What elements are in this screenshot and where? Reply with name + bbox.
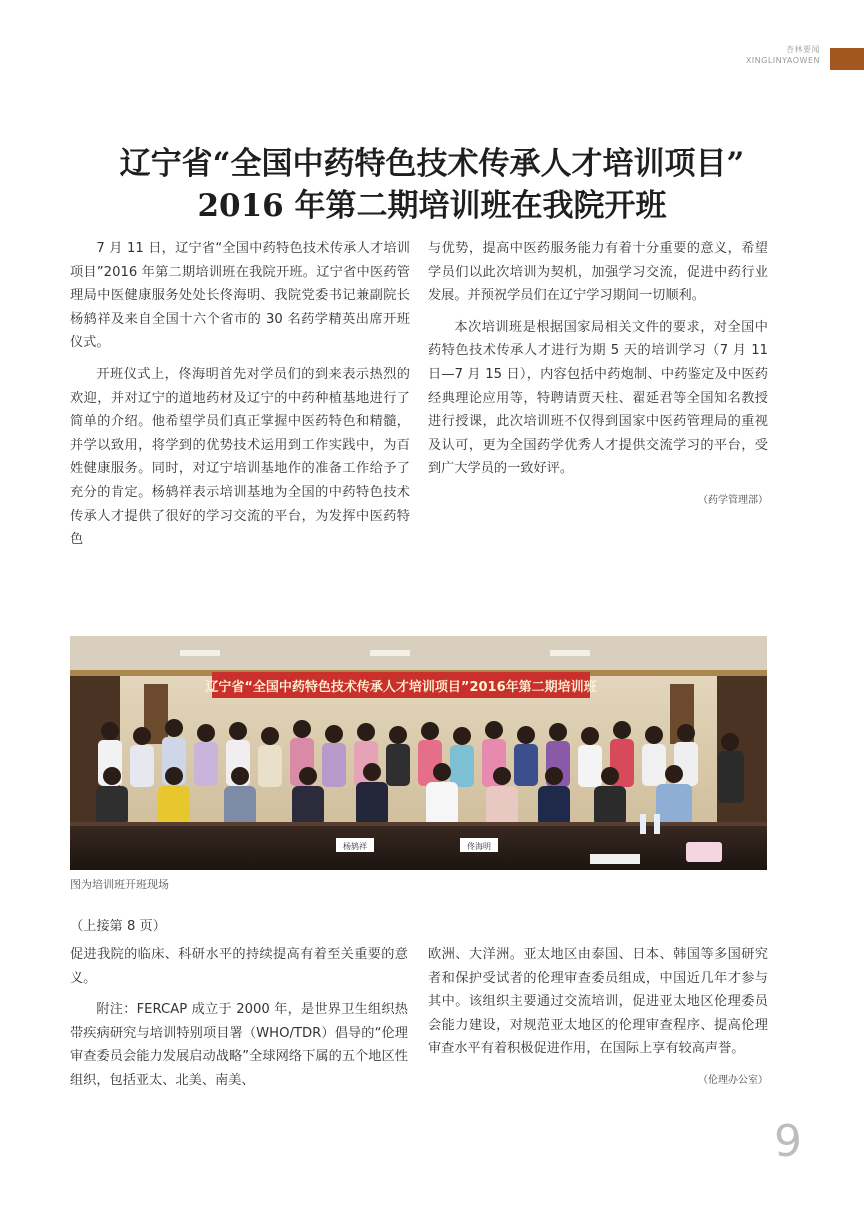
name-card-2: 佟海明	[467, 842, 491, 851]
article-paragraph: 7 月 11 日，辽宁省“全国中药特色技术传承人才培训项目”2016 年第二期培训班在我院开班。辽宁省中医药管理局中医健康服务处处长佟海明、我院党委书记兼副院长杨鸫祥及来自全国十六个省市的 30 名药学精英出席开班仪式。	[70, 241, 410, 351]
name-card-1: 杨鸫祥	[343, 842, 367, 851]
header-accent-bar	[830, 48, 864, 70]
magazine-name-en: XINGLINYAOWEN	[745, 56, 820, 65]
continued-paragraph: 附注：FERCAP 成立于 2000 年，是世界卫生组织热带疾病研究与培训特别项目署（WHO/TDR）倡导的“伦理审查委员会能力发展启动战略”全球网络下属的五个地区性组织，包括亚太、北美、南美、	[70, 1002, 408, 1088]
magazine-name-cn: 杏林要闻	[786, 45, 820, 54]
continued-column-right	[428, 943, 768, 1093]
article-title	[40, 143, 824, 227]
continued-paragraph: 欧洲、大洋洲。亚太地区由泰国、日本、韩国等多国研究者和保护受试者的伦理审查委员组成，中国近几年才参与其中。该组织主要通过交流培训，促进亚太地区伦理委员会能力建设，对规范亚太地区的伦理审查程序、提高伦理审查水平有着积极促进作用，在国际上享有较高声誉。	[428, 947, 768, 1057]
photo-caption: 图为培训班开班现场	[70, 878, 169, 891]
continued-column-left	[70, 943, 408, 1101]
continued-signature: （伦理办公室）	[698, 1074, 768, 1086]
magazine-header	[746, 44, 820, 66]
group-photo-illustration	[70, 636, 767, 870]
continued-paragraph: 促进我院的临床、科研水平的持续提高有着至关重要的意义。	[70, 947, 408, 986]
article-paragraph: 本次培训班是根据国家局相关文件的要求，对全国中药特色技术传承人才进行为期 5 天的培训学习（7 月 11 日—7 月 15 日），内容包括中药炮制、中药鉴定及中医药经典理论应用等，特聘请贾天柱、翟延君等全国知名教授进行授课，此次培训班不仅得到国家中医药管理局的重视及认可，更为全国药学优秀人才提供交流学习的平台，受到广大学员的一致好评。	[428, 319, 768, 477]
title-line-1: 辽宁省“全国中药特色技术传承人才培训项目”	[119, 146, 745, 182]
article-column-right	[428, 237, 768, 513]
article-paragraph: 开班仪式上，佟海明首先对学员们的到来表示热烈的欢迎，并对辽宁的道地药材及辽宁的中药种植基地进行了简单的介绍。他希望学员们真正掌握中医药特色和精髓，并学以致用，将学到的优势技术运用到工作实践中，为百姓健康服务。同时，对辽宁培训基地作的准备工作给予了充分的肯定。杨鸫祥表示培训基地为全国的中药特色技术传承人才提供了很好的学习交流的平台，为发挥中医药特色	[70, 366, 410, 548]
title-line-2: 2016 年第二期培训班在我院开班	[197, 188, 667, 224]
article-signature: （药学管理部）	[698, 494, 768, 506]
article-paragraph: 与优势，提高中医药服务能力有着十分重要的意义，希望学员们以此次培训为契机，加强学习交流，促进中药行业发展。并预祝学员们在辽宁学习期间一切顺利。	[428, 241, 768, 304]
page-number: 9	[774, 1116, 802, 1167]
continued-label: （上接第 8 页）	[70, 919, 166, 934]
article-column-left	[70, 237, 410, 560]
photo-banner-text: 辽宁省“全国中药特色技术传承人才培训项目”2016年第二期培训班	[205, 680, 597, 695]
training-class-photo	[70, 636, 767, 870]
